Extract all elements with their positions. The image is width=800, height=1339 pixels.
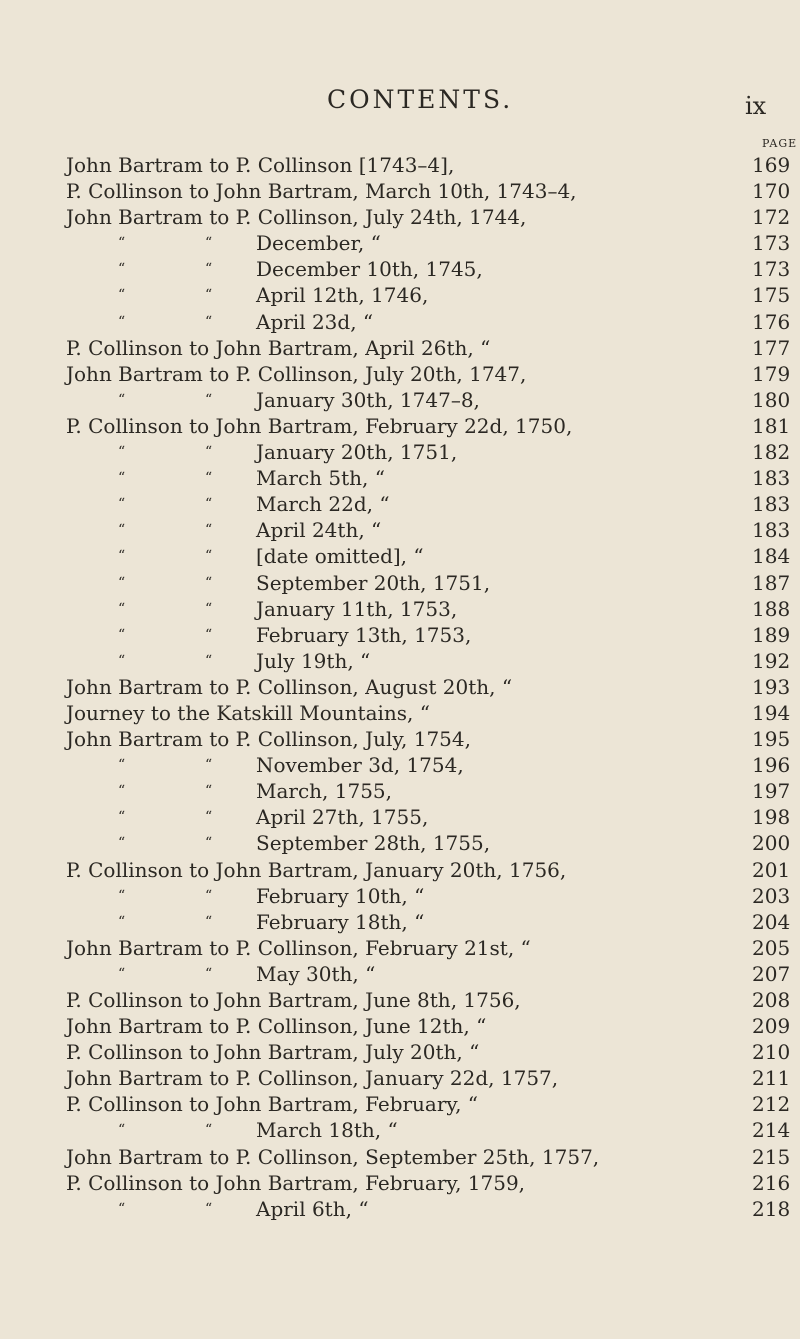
contents-entry	[0, 439, 800, 465]
entry-title: March 5th, “	[256, 466, 385, 491]
contents-entry	[0, 909, 800, 935]
entry-page-number: 200	[752, 831, 791, 856]
entry-title: March, 1755,	[256, 779, 393, 804]
entry-title: April 27th, 1755,	[256, 805, 429, 830]
entry-title: John Bartram to P. Collinson, July 24th, 1744,	[66, 205, 527, 230]
entry-page-number: 205	[752, 935, 791, 960]
entry-title: March 22d, “	[256, 492, 390, 517]
ditto-mark: “	[118, 783, 126, 800]
entry-title: January 20th, 1751,	[256, 440, 458, 465]
contents-entry	[0, 335, 800, 361]
contents-entry	[0, 726, 800, 752]
page-column-label: PAGE	[762, 137, 798, 150]
ditto-mark: “	[205, 444, 213, 461]
ditto-mark: “	[118, 626, 126, 643]
entry-page-number: 189	[752, 622, 791, 647]
entry-title: P. Collinson to John Bartram, June 8th, 1756,	[66, 988, 521, 1012]
entry-page-number: 181	[752, 413, 791, 438]
ditto-mark: “	[205, 313, 213, 330]
contents-entry	[0, 282, 800, 308]
entry-page-number: 208	[752, 988, 791, 1012]
entry-title: P. Collinson to John Bartram, April 26th, “	[66, 335, 491, 360]
ditto-mark: “	[118, 887, 126, 904]
ditto-mark: “	[118, 913, 126, 930]
ditto-mark: “	[205, 391, 213, 408]
entry-title: John Bartram to P. Collinson, July, 1754,	[66, 727, 471, 752]
entry-page-number: 193	[752, 674, 791, 699]
entry-title: P. Collinson to John Bartram, March 10th, 1743–4,	[66, 179, 577, 204]
contents-entry	[0, 1117, 800, 1143]
contents-entry	[0, 674, 800, 700]
entry-title: September 28th, 1755,	[256, 831, 491, 856]
entry-page-number: 214	[752, 1118, 791, 1143]
contents-entry	[0, 935, 800, 961]
entry-page-number: 197	[752, 779, 791, 804]
ditto-mark: “	[118, 522, 126, 539]
entry-title: P. Collinson to John Bartram, January 20th, 1756,	[66, 857, 567, 882]
contents-entry	[0, 648, 800, 674]
contents-entry	[0, 256, 800, 282]
entry-page-number: 196	[752, 753, 791, 778]
contents-entry	[0, 857, 800, 883]
ditto-mark: “	[205, 757, 213, 774]
ditto-mark: “	[118, 574, 126, 591]
entry-title: September 20th, 1751,	[256, 570, 491, 595]
entry-title: P. Collinson to John Bartram, February, 1759,	[66, 1170, 526, 1195]
contents-entry	[0, 543, 800, 569]
contents-entry	[0, 309, 800, 335]
ditto-mark: “	[118, 287, 126, 304]
ditto-mark: “	[118, 965, 126, 982]
contents-entry	[0, 361, 800, 387]
contents-entry	[0, 622, 800, 648]
ditto-mark: “	[118, 757, 126, 774]
ditto-mark: “	[205, 261, 213, 278]
contents-entry	[0, 491, 800, 517]
entry-page-number: 184	[752, 544, 791, 569]
entry-page-number: 211	[752, 1066, 791, 1091]
entry-title: April 23d, “	[256, 309, 374, 334]
entry-page-number: 195	[752, 727, 791, 752]
contents-entry	[0, 570, 800, 596]
ditto-mark: “	[205, 1122, 213, 1139]
entry-title: P. Collinson to John Bartram, July 20th, “	[66, 1040, 480, 1065]
entry-title: April 12th, 1746,	[256, 283, 429, 308]
entry-page-number: 183	[752, 492, 791, 517]
ditto-mark: “	[118, 835, 126, 852]
ditto-mark: “	[118, 261, 126, 278]
entry-page-number: 203	[752, 883, 791, 908]
ditto-mark: “	[118, 444, 126, 461]
contents-entry	[0, 230, 800, 256]
ditto-mark: “	[118, 313, 126, 330]
entry-page-number: 180	[752, 387, 791, 412]
entry-title: April 24th, “	[256, 518, 382, 543]
entry-page-number: 209	[752, 1014, 791, 1039]
entry-page-number: 183	[752, 466, 791, 491]
ditto-mark: “	[118, 600, 126, 617]
entry-page-number: 207	[752, 961, 791, 986]
contents-entry	[0, 1013, 800, 1039]
entry-title: February 10th, “	[256, 883, 425, 908]
entry-page-number: 201	[752, 857, 791, 882]
contents-entry	[0, 700, 800, 726]
entry-page-number: 198	[752, 805, 791, 830]
ditto-mark: “	[118, 809, 126, 826]
ditto-mark: “	[118, 391, 126, 408]
entry-page-number: 194	[752, 700, 791, 725]
entry-title: John Bartram to P. Collinson, February 21st, “	[66, 935, 531, 960]
entry-title: January 11th, 1753,	[256, 596, 458, 621]
entry-page-number: 183	[752, 518, 791, 543]
entry-title: Journey to the Katskill Mountains, “	[66, 700, 430, 725]
contents-entry	[0, 987, 800, 1013]
ditto-mark: “	[205, 887, 213, 904]
entry-page-number: 177	[752, 335, 791, 360]
ditto-mark: “	[205, 287, 213, 304]
entry-page-number: 172	[752, 205, 791, 230]
entry-page-number: 176	[752, 309, 791, 334]
ditto-mark: “	[205, 835, 213, 852]
entry-page-number: 215	[752, 1144, 791, 1169]
entry-title: John Bartram to P. Collinson, September 25th, 1757,	[66, 1144, 600, 1169]
contents-entry	[0, 883, 800, 909]
contents-entry	[0, 1065, 800, 1091]
entry-title: John Bartram to P. Collinson, July 20th, 1747,	[66, 361, 527, 386]
entry-page-number: 216	[752, 1170, 791, 1195]
ditto-mark: “	[205, 235, 213, 252]
ditto-mark: “	[205, 470, 213, 487]
entry-title: P. Collinson to John Bartram, February, “	[66, 1092, 479, 1117]
entry-title: John Bartram to P. Collinson [1743–4],	[66, 153, 455, 177]
entry-page-number: 192	[752, 648, 791, 673]
ditto-mark: “	[205, 783, 213, 800]
contents-entry	[0, 178, 800, 204]
contents-entry	[0, 1091, 800, 1117]
ditto-mark: “	[205, 809, 213, 826]
contents-entry	[0, 517, 800, 543]
entry-page-number: 182	[752, 440, 791, 465]
entry-page-number: 204	[752, 909, 791, 934]
entry-page-number: 173	[752, 257, 791, 282]
contents-entry	[0, 961, 800, 987]
entry-page-number: 173	[752, 231, 791, 256]
entry-title: John Bartram to P. Collinson, January 22d, 1757,	[66, 1066, 559, 1091]
contents-entry	[0, 752, 800, 778]
contents-entry	[0, 830, 800, 856]
ditto-mark: “	[205, 522, 213, 539]
entry-title: February 13th, 1753,	[256, 622, 472, 647]
entry-title: May 30th, “	[256, 961, 376, 986]
contents-entry	[0, 204, 800, 230]
ditto-mark: “	[205, 652, 213, 669]
contents-entry	[0, 778, 800, 804]
ditto-mark: “	[205, 626, 213, 643]
contents-entry	[0, 413, 800, 439]
entry-title: November 3d, 1754,	[256, 753, 464, 778]
ditto-mark: “	[118, 470, 126, 487]
page-heading: CONTENTS.	[327, 85, 514, 114]
ditto-mark: “	[205, 600, 213, 617]
entry-title: April 6th, “	[256, 1196, 369, 1221]
ditto-mark: “	[205, 574, 213, 591]
contents-entry	[0, 152, 800, 178]
ditto-mark: “	[205, 496, 213, 513]
ditto-mark: “	[205, 1200, 213, 1217]
ditto-mark: “	[205, 548, 213, 565]
entry-page-number: 179	[752, 361, 791, 386]
entry-page-number: 210	[752, 1040, 791, 1065]
entry-title: P. Collinson to John Bartram, February 22d, 1750,	[66, 413, 573, 438]
ditto-mark: “	[118, 1200, 126, 1217]
ditto-mark: “	[118, 548, 126, 565]
entry-title: [date omitted], “	[256, 544, 424, 569]
entry-page-number: 170	[752, 179, 791, 204]
entry-title: March 18th, “	[256, 1118, 398, 1143]
entry-page-number: 218	[752, 1196, 791, 1221]
entry-title: John Bartram to P. Collinson, June 12th, “	[66, 1014, 487, 1039]
entry-page-number: 188	[752, 596, 791, 621]
contents-entry	[0, 804, 800, 830]
contents-entry	[0, 387, 800, 413]
entry-title: John Bartram to P. Collinson, August 20th, “	[66, 674, 513, 699]
entry-title: January 30th, 1747–8,	[256, 387, 480, 412]
entry-page-number: 212	[752, 1092, 791, 1117]
contents-entry	[0, 596, 800, 622]
entry-title: December, “	[256, 231, 381, 256]
contents-entry	[0, 1196, 800, 1222]
ditto-mark: “	[118, 235, 126, 252]
contents-entry	[0, 1170, 800, 1196]
ditto-mark: “	[205, 913, 213, 930]
ditto-mark: “	[205, 965, 213, 982]
contents-entry	[0, 1039, 800, 1065]
entry-title: July 19th, “	[256, 648, 371, 673]
entry-page-number: 175	[752, 283, 791, 308]
ditto-mark: “	[118, 496, 126, 513]
contents-list	[0, 152, 800, 1222]
contents-entry	[0, 1144, 800, 1170]
ditto-mark: “	[118, 652, 126, 669]
entry-title: December 10th, 1745,	[256, 257, 483, 282]
entry-title: February 18th, “	[256, 909, 425, 934]
contents-entry	[0, 465, 800, 491]
entry-page-number: 169	[752, 153, 791, 177]
page-number: ix	[745, 92, 767, 120]
ditto-mark: “	[118, 1122, 126, 1139]
entry-page-number: 187	[752, 570, 791, 595]
